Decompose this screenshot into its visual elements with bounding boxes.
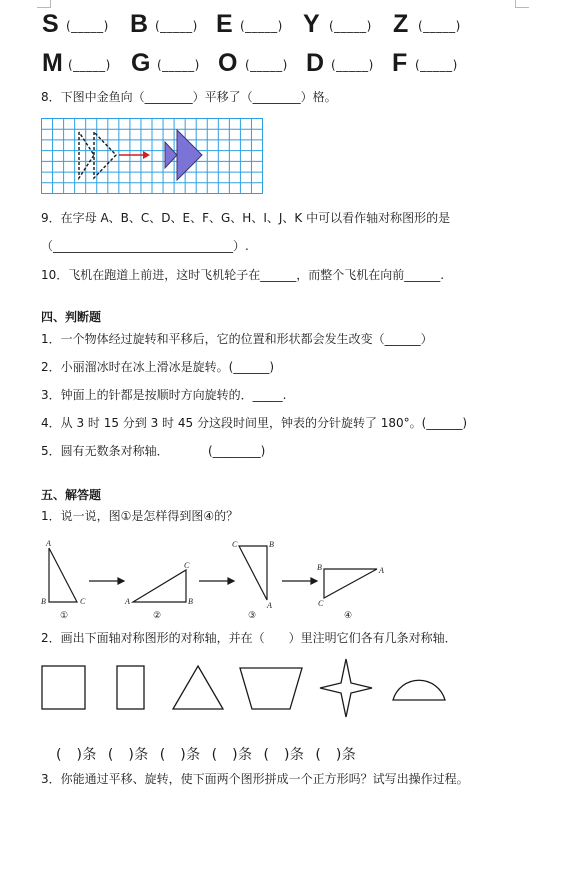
answer-question-1: 1．说一说，图①是怎样得到图④的？ (41, 509, 239, 523)
fig4-label-b: B (317, 563, 322, 572)
question-9-line-2: （______________________________）. (41, 239, 249, 253)
triangle-1 (49, 548, 77, 602)
semicircle-shape (393, 680, 445, 700)
translation-arrow (119, 151, 150, 159)
fig-number-1: ① (60, 610, 69, 620)
square-shape (42, 666, 85, 709)
fig-number-3: ③ (248, 610, 257, 620)
goldfish-original-dashed (79, 132, 116, 178)
judge-item-4: 4．从 3 时 15 分到 3 时 45 分这段时间里，钟表的分针旋转了 180°。(______) (41, 416, 468, 430)
letter-z-blank: (_____) (418, 19, 461, 33)
fig1-label-c: C (80, 597, 86, 606)
fig-number-2: ② (153, 610, 162, 620)
rectangle-shape (117, 666, 144, 709)
letter-b-blank: (_____) (155, 19, 198, 33)
triangle-rotation-figure (36, 536, 396, 620)
fig3-label-c: C (232, 540, 238, 549)
crop-mark-top-left (37, 0, 51, 8)
letter-z: Z (393, 10, 409, 38)
section-4-title: 四、判断题 (41, 310, 102, 324)
question-9-line-1: 9．在字母 A、B、C、D、E、F、G、H、I、J、K 中可以看作轴对称图形的是 (41, 211, 451, 225)
letter-s-blank: (_____) (66, 19, 109, 33)
question-10: 10．飞机在跑道上前进，这时飞机轮子在______，而整个飞机在向前______. (41, 268, 445, 282)
fig1-label-b: B (41, 597, 46, 606)
answer-question-3: 3．你能通过平移、旋转，使下面两个图形拼成一个正方形吗？试写出操作过程。 (41, 772, 469, 786)
fig1-label-a: A (46, 539, 51, 548)
triangle-2 (133, 570, 186, 602)
letter-o-blank: (_____) (245, 58, 288, 72)
letter-f: F (392, 49, 408, 77)
triangle-3 (239, 546, 267, 600)
letter-f-blank: (_____) (415, 58, 458, 72)
section-5-title: 五、解答题 (41, 488, 102, 502)
fig3-label-b: B (269, 540, 274, 549)
question-8: 8．下图中金鱼向（________）平移了（________）格。 (41, 90, 337, 104)
triangle-4 (324, 569, 377, 598)
letter-d: D (306, 49, 325, 77)
fig2-label-c: C (184, 561, 190, 570)
answer-question-2: 2．画出下面轴对称图形的对称轴，并在（ ）里注明它们各有几条对称轴． (41, 631, 457, 645)
letter-m: M (42, 49, 63, 77)
triangle-shape (173, 666, 223, 709)
fig4-label-a: A (379, 566, 384, 575)
judge-item-2: 2．小丽溜冰时在冰上滑冰是旋转。(______) (41, 360, 274, 374)
goldfish-grid-figure (41, 118, 263, 194)
letter-m-blank: (_____) (68, 58, 111, 72)
fig4-label-c: C (318, 599, 324, 608)
symmetry-shapes (40, 656, 450, 718)
judge-item-5-blank: (________) (208, 444, 266, 458)
letter-y-blank: (_____) (329, 19, 372, 33)
letter-e-blank: (_____) (240, 19, 283, 33)
fig2-label-a: A (125, 597, 130, 606)
judge-item-5: 5．圆有无数条对称轴． (41, 444, 169, 458)
judge-item-3: 3．钟面上的针都是按顺时方向旋转的．_____. (41, 388, 287, 402)
fig2-label-b: B (188, 597, 193, 606)
letter-g: G (131, 49, 151, 77)
symmetry-axis-answers: ( )条 ( )条 ( )条 ( )条 ( )条 ( )条 (56, 747, 357, 763)
star-shape (320, 659, 372, 717)
letter-b: B (130, 10, 149, 38)
fig-number-4: ④ (344, 610, 353, 620)
letter-s: S (42, 10, 59, 38)
letter-e: E (216, 10, 233, 38)
fig3-label-a: A (267, 601, 272, 610)
judge-item-1: 1．一个物体经过旋转和平移后，它的位置和形状都会发生改变（______） (41, 332, 433, 346)
trapezoid-shape (240, 668, 302, 709)
letter-d-blank: (_____) (331, 58, 374, 72)
crop-mark-top-right (515, 0, 529, 8)
letter-o: O (218, 49, 238, 77)
letter-y: Y (303, 10, 320, 38)
letter-g-blank: (_____) (157, 58, 200, 72)
